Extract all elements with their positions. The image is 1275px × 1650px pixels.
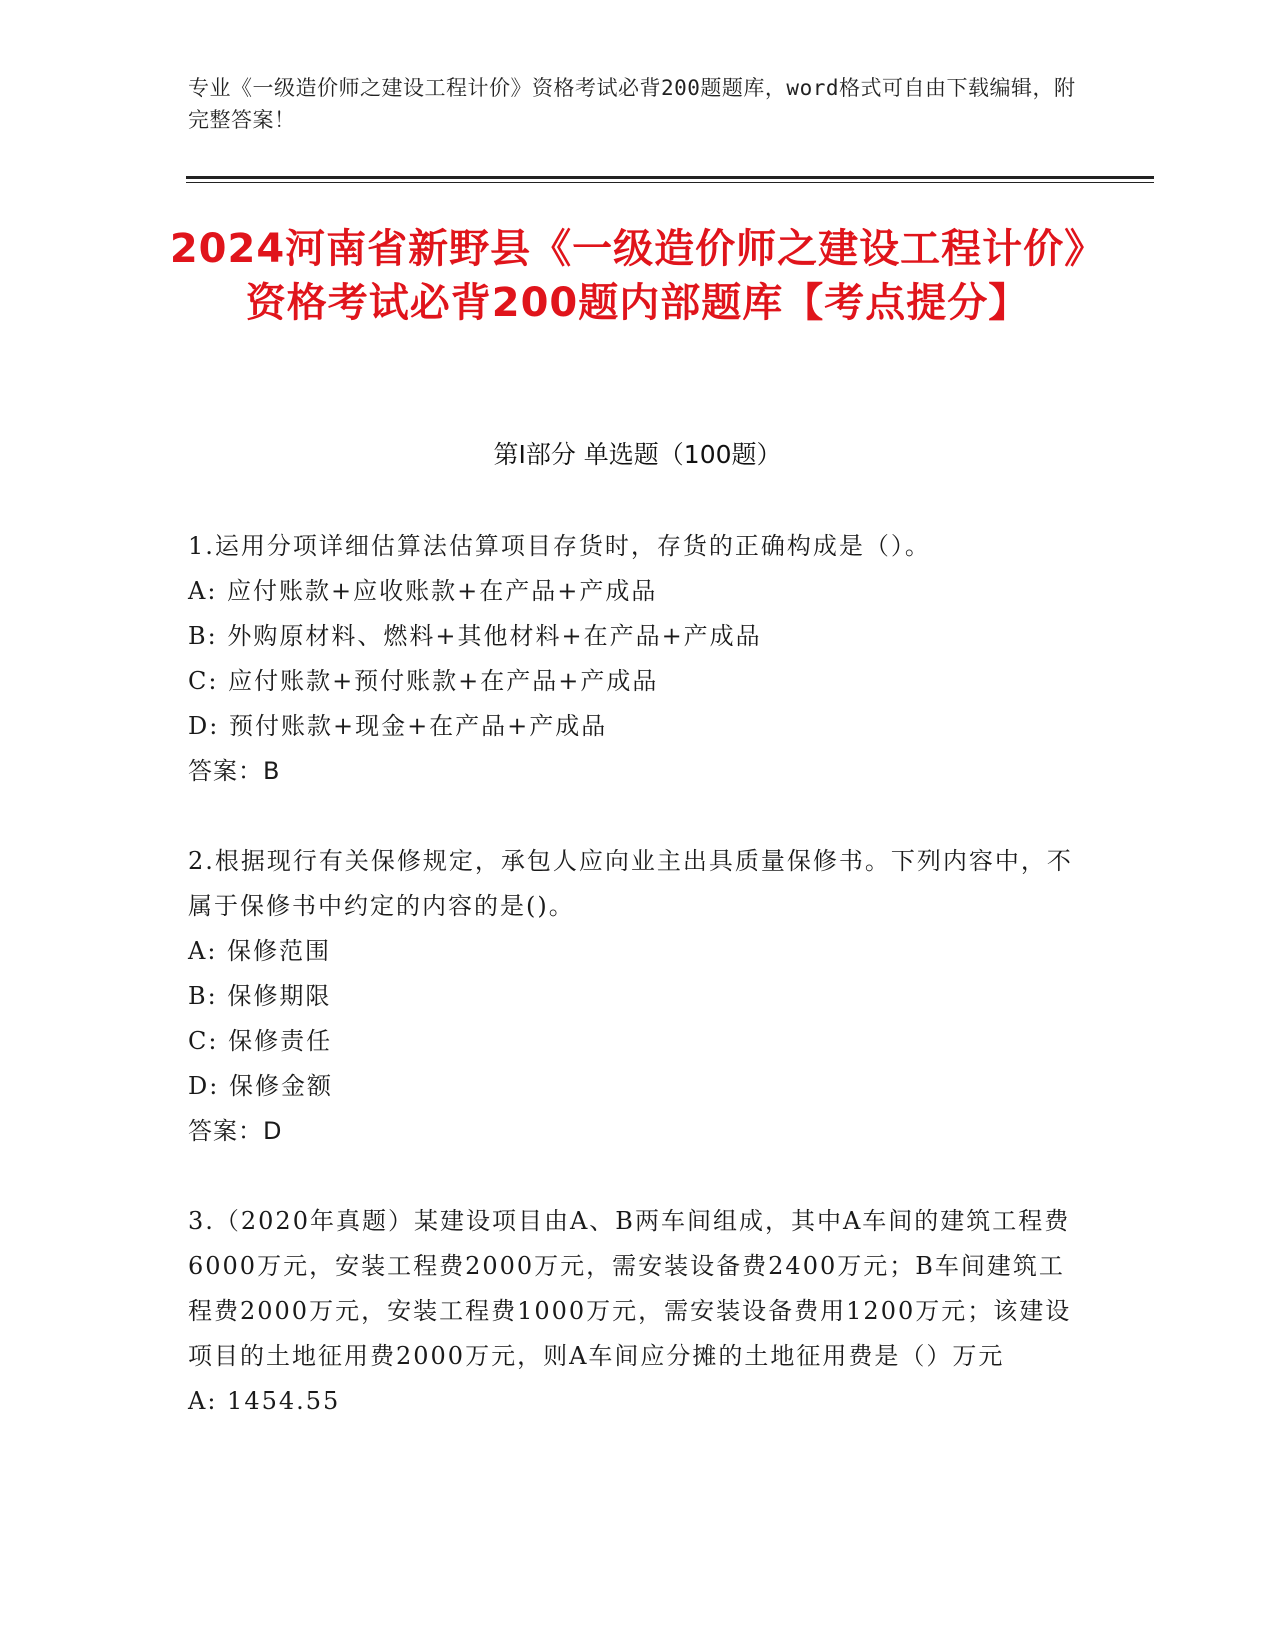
answer: 答案：D (188, 1117, 283, 1145)
question-1 (188, 524, 1088, 794)
question-2 (188, 839, 1088, 1154)
section-title: 第Ⅰ部分 单选题（100题） (493, 440, 782, 469)
option-c: C: 应付账款+预付账款+在产品+产成品 (188, 667, 659, 695)
question-stem: 2.根据现行有关保修规定，承包人应向业主出具质量保修书。下列内容中，不属于保修书中约定的内容的是()。 (188, 847, 1073, 920)
option-a: A: 应付账款+应收账款+在产品+产成品 (188, 577, 658, 605)
option-d: D: 预付账款+现金+在产品+产成品 (188, 712, 608, 740)
header-rule-thick (186, 176, 1154, 179)
option-a: A: 保修范围 (188, 937, 332, 965)
header-rule-thin (186, 182, 1154, 183)
question-3 (188, 1199, 1088, 1424)
document-title: 2024河南省新野县《一级造价师之建设工程计价》资格考试必背200题内部题库【考点提分】 (169, 226, 1106, 326)
question-list (188, 524, 1088, 1469)
option-c: C: 保修责任 (188, 1027, 333, 1055)
option-d: D: 保修金额 (188, 1072, 333, 1100)
question-stem: 3.（2020年真题）某建设项目由A、B两车间组成，其中A车间的建筑工程费6000万元，安装工程费2000万元，需安装设备费2400万元；B车间建筑工程费2000万元，安装工程费1000万元，需安装设备费用1200万元；该建设项目的土地征用费2000万元，则A车间应分摊的土地征用费是（）万元 (188, 1207, 1072, 1370)
question-stem: 1.运用分项详细估算法估算项目存货时，存货的正确构成是（）。 (188, 532, 931, 560)
answer: 答案：B (188, 757, 281, 785)
option-a: A: 1454.55 (188, 1387, 341, 1415)
option-b: B: 保修期限 (188, 982, 332, 1010)
option-b: B: 外购原材料、燃料+其他材料+在产品+产成品 (188, 622, 762, 650)
header-note: 专业《一级造价师之建设工程计价》资格考试必背200题题库，word格式可自由下载编辑，附完整答案！ (188, 76, 1076, 132)
